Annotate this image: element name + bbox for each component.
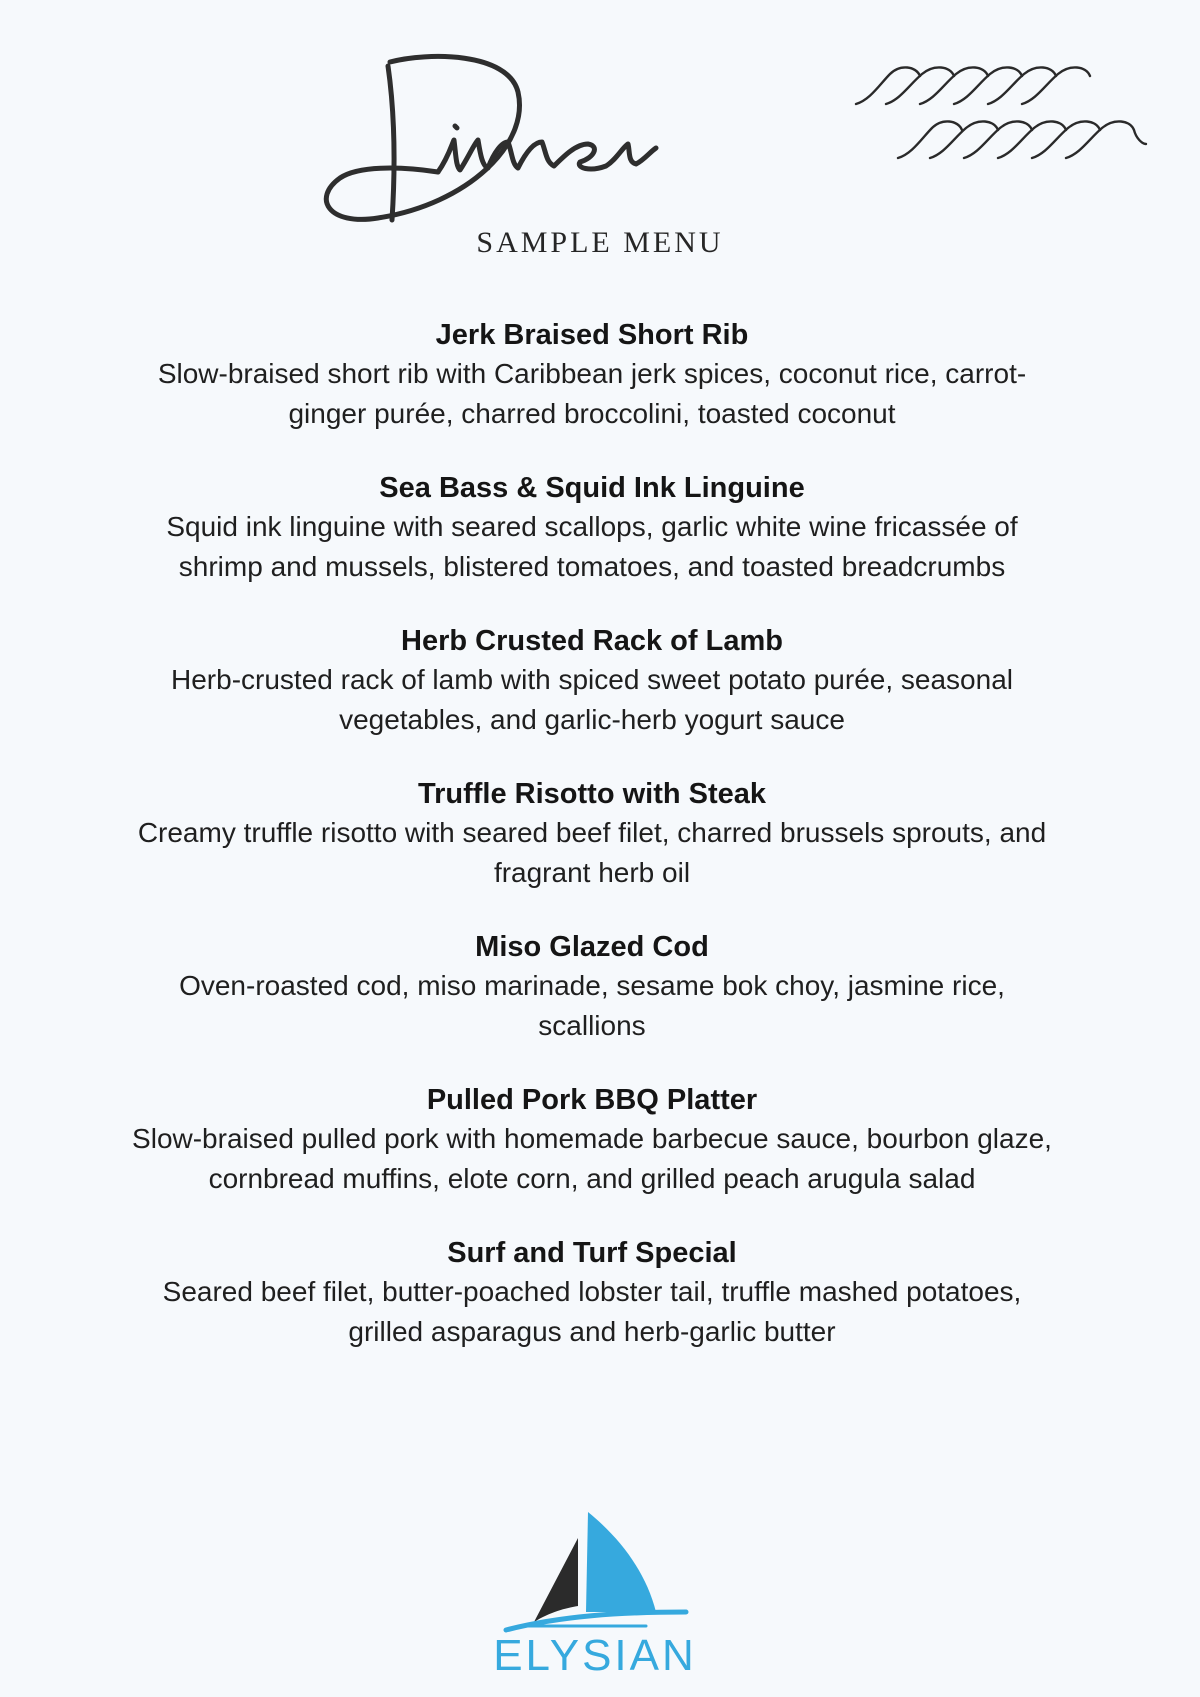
dish-description: Slow-braised pulled pork with homemade barbecue sauce, bourbon glaze, cornbread muffins, elote corn, and grilled peach arugula salad	[132, 1123, 1052, 1194]
menu-list	[120, 316, 1064, 1387]
sailboat-icon	[470, 1508, 720, 1638]
brand-name: ELYSIAN	[493, 1631, 697, 1680]
dish-description: Seared beef filet, butter-poached lobster tail, truffle mashed potatoes, grilled asparagus and herb-garlic butter	[162, 1276, 1022, 1347]
menu-item	[120, 775, 1064, 892]
dish-description: Herb-crusted rack of lamb with spiced sweet potato purée, seasonal vegetables, and garlic-herb yogurt sauce	[171, 664, 1013, 735]
brand-logo	[470, 1508, 720, 1683]
menu-item	[120, 1081, 1064, 1198]
dish-name: Surf and Turf Special	[447, 1237, 737, 1269]
menu-item	[120, 622, 1064, 739]
waves-icon	[850, 62, 1150, 172]
menu-subtitle: SAMPLE MENU	[476, 226, 724, 259]
dish-name: Herb Crusted Rack of Lamb	[401, 625, 783, 657]
dish-description: Creamy truffle risotto with seared beef filet, charred brussels sprouts, and fragrant herb oil	[137, 817, 1047, 888]
menu-header	[0, 0, 1200, 300]
dish-name: Miso Glazed Cod	[475, 931, 709, 963]
menu-item	[120, 316, 1064, 433]
menu-item	[120, 928, 1064, 1045]
dish-description: Squid ink linguine with seared scallops, garlic white wine fricassée of shrimp and mussels, blistered tomatoes, and toasted breadcrumbs	[166, 511, 1018, 582]
dish-description: Oven-roasted cod, miso marinade, sesame bok choy, jasmine rice, scallions	[179, 970, 1005, 1041]
menu-item	[120, 1234, 1064, 1351]
menu-item	[120, 469, 1064, 586]
dish-name: Pulled Pork BBQ Platter	[426, 1084, 758, 1116]
dish-description: Slow-braised short rib with Caribbean jerk spices, coconut rice, carrot-ginger purée, charred broccolini, toasted coconut	[157, 358, 1027, 429]
dish-name: Truffle Risotto with Steak	[417, 778, 767, 810]
dish-name: Sea Bass & Squid Ink Linguine	[379, 472, 805, 504]
dish-name: Jerk Braised Short Rib	[435, 319, 749, 351]
